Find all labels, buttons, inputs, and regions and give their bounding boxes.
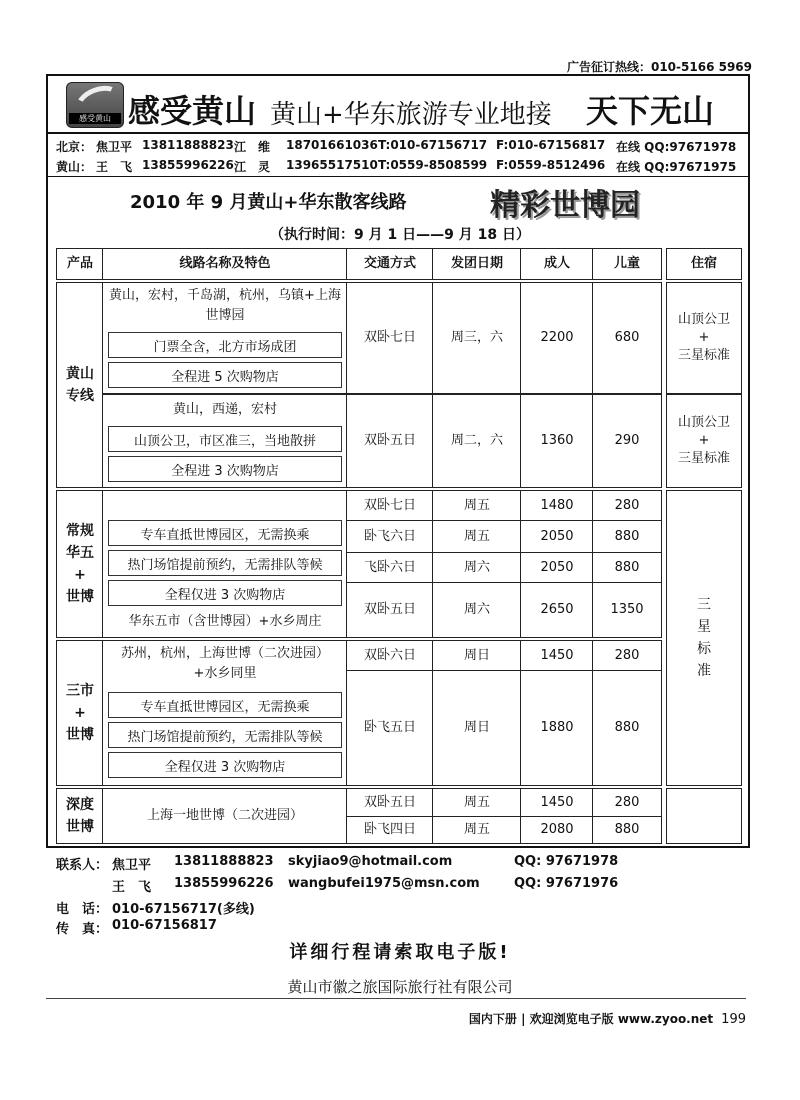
col-header-child: 儿童 xyxy=(592,248,662,280)
lodging-cell: 三 星 标 准 xyxy=(666,490,742,786)
product-cell: 深度 世博 xyxy=(56,788,104,844)
dates-cell: 周五 xyxy=(432,816,522,844)
page-footer xyxy=(469,1010,746,1027)
validity-period: （执行时间：9 月 1 日——9 月 18 日） xyxy=(270,227,530,243)
contact-qq: QQ: 97671976 xyxy=(514,876,619,891)
route-title: 黄山，宏村，千岛湖，杭州，乌镇+上海世博园 xyxy=(109,288,341,323)
route-title: 黄山，西递，宏村 xyxy=(172,402,277,417)
child-price-cell: 680 xyxy=(592,282,662,394)
route-feature: 全程仅进 3 次购物店 xyxy=(108,752,342,778)
header-divider xyxy=(48,132,748,134)
col-header-route: 线路名称及特色 xyxy=(102,248,348,280)
contact-phone: 13811888823 xyxy=(174,854,274,869)
contact-phone: 13855996226 xyxy=(174,876,274,891)
page-number: 199 xyxy=(721,1012,746,1027)
footer-text: 国内下册 | 欢迎浏览电子版 www.zyoo.net xyxy=(468,1012,714,1026)
adult-price-cell: 1360 xyxy=(520,394,594,488)
transport-cell: 飞卧六日 xyxy=(346,552,434,584)
child-price-cell: 880 xyxy=(592,520,662,554)
contact-qq: QQ: 97671978 xyxy=(514,854,619,869)
adult-price-cell: 2200 xyxy=(520,282,594,394)
contact-name: 王 飞 xyxy=(96,160,133,174)
dates-cell: 周五 xyxy=(432,520,522,554)
transport-cell: 卧飞四日 xyxy=(346,816,434,844)
phone-label: 电 话： xyxy=(56,902,109,917)
dates-cell: 周六 xyxy=(432,582,522,638)
adult-price-cell: 2050 xyxy=(520,552,594,584)
adult-price-cell: 1480 xyxy=(520,490,594,522)
child-price-cell: 280 xyxy=(592,490,662,522)
transport-cell: 卧飞六日 xyxy=(346,520,434,554)
col-header-lodging: 住宿 xyxy=(666,248,742,280)
contact-phone: 13965517510 xyxy=(286,158,378,172)
col-header-product: 产品 xyxy=(56,248,104,280)
product-cell: 常规 华五 + 世博 xyxy=(56,490,104,638)
contact-name: 江 灵 xyxy=(234,160,271,174)
route-feature: 专车直抵世博园区，无需换乘 xyxy=(108,520,342,546)
route-title: 上海一地世博（二次进园） xyxy=(102,788,348,844)
contact-fax: F:0559-8512496 xyxy=(496,158,606,172)
brand-subtitle: 黄山+华东旅游专业地接 xyxy=(270,100,552,130)
contact-tel: T:0559-8508599 xyxy=(378,158,488,172)
transport-cell: 双卧五日 xyxy=(346,582,434,638)
child-price-cell: 1350 xyxy=(592,582,662,638)
route-feature: 热门场馆提前预约，无需排队等候 xyxy=(108,722,342,748)
adult-price-cell: 1450 xyxy=(520,788,594,818)
contact-qq: 在线 QQ:97671975 xyxy=(616,160,737,174)
child-price-cell: 280 xyxy=(592,640,662,672)
child-price-cell: 880 xyxy=(592,670,662,786)
adult-price-cell: 2650 xyxy=(520,582,594,638)
dates-cell: 周二，六 xyxy=(432,394,522,488)
contact-city: 北京： xyxy=(56,140,93,154)
ad-hotline: 广告征订热线：010-5166 5969 xyxy=(566,60,752,74)
lodging-cell: 山顶公卫 + 三星标准 xyxy=(666,282,742,394)
contact-phone: 13855996226 xyxy=(142,158,234,172)
expo-banner: 精彩世博园 xyxy=(490,188,640,223)
footer-divider xyxy=(46,998,746,999)
contact-email: skyjiao9@hotmail.com xyxy=(288,854,453,869)
child-price-cell: 280 xyxy=(592,788,662,818)
contact-name: 江 维 xyxy=(234,140,271,154)
contact-tel: T:010-67156717 xyxy=(378,138,488,152)
phone-number: 010-67156717(多线) xyxy=(112,902,255,917)
dates-cell: 周三，六 xyxy=(432,282,522,394)
route-title: 苏州，杭州，上海世博（二次进园） +水乡同里 xyxy=(120,646,329,681)
child-price-cell: 880 xyxy=(592,816,662,844)
child-price-cell: 880 xyxy=(592,552,662,584)
contact-person: 王 飞 xyxy=(112,880,152,895)
lodging-cell-empty xyxy=(666,788,742,844)
product-cell: 黄山 专线 xyxy=(56,282,104,488)
route-title: 华东五市（含世博园）+水乡周庄 xyxy=(128,614,322,629)
fax-number: 010-67156817 xyxy=(112,918,217,933)
adult-price-cell: 2050 xyxy=(520,520,594,554)
logo-text: 感受黄山 xyxy=(69,113,121,124)
transport-cell: 双卧五日 xyxy=(346,788,434,818)
transport-cell: 双卧六日 xyxy=(346,640,434,672)
col-header-transport: 交通方式 xyxy=(346,248,434,280)
adult-price-cell: 2080 xyxy=(520,816,594,844)
contact-city: 黄山： xyxy=(56,160,93,174)
route-feature: 专车直抵世博园区，无需换乘 xyxy=(108,692,342,718)
brand-slogan: 天下无山 xyxy=(586,92,715,130)
contact-fax: F:010-67156817 xyxy=(496,138,606,152)
dates-cell: 周日 xyxy=(432,640,522,672)
contact-name: 焦卫平 xyxy=(96,140,133,154)
route-feature: 全程进 3 次购物店 xyxy=(108,456,342,482)
dates-cell: 周五 xyxy=(432,788,522,818)
fax-label: 传 真： xyxy=(56,922,109,937)
company-name: 黄山市徽之旅国际旅行社有限公司 xyxy=(287,978,513,996)
lodging-cell: 山顶公卫 + 三星标准 xyxy=(666,394,742,488)
contact-label: 联系人： xyxy=(56,858,109,873)
child-price-cell: 290 xyxy=(592,394,662,488)
route-feature: 门票全含，北方市场成团 xyxy=(108,332,342,358)
contact-qq: 在线 QQ:97671978 xyxy=(616,140,737,154)
transport-cell: 卧飞五日 xyxy=(346,670,434,786)
col-header-adult: 成人 xyxy=(520,248,594,280)
contact-person: 焦卫平 xyxy=(112,858,152,873)
col-header-dates: 发团日期 xyxy=(432,248,522,280)
contact-email: wangbufei1975@msn.com xyxy=(288,876,480,891)
route-feature: 热门场馆提前预约，无需排队等候 xyxy=(108,550,342,576)
route-feature: 山顶公卫，市区准三，当地散拼 xyxy=(108,426,342,452)
transport-cell: 双卧五日 xyxy=(346,394,434,488)
brand-name: 感受黄山 xyxy=(128,92,257,130)
contact-phone: 18701661036 xyxy=(286,138,378,152)
adult-price-cell: 1880 xyxy=(520,670,594,786)
dates-cell: 周日 xyxy=(432,670,522,786)
transport-cell: 双卧七日 xyxy=(346,282,434,394)
transport-cell: 双卧七日 xyxy=(346,490,434,522)
company-logo xyxy=(66,82,124,128)
contacts-divider xyxy=(48,176,748,177)
headline: 2010 年 9 月黄山+华东散客线路 xyxy=(130,192,407,213)
dates-cell: 周六 xyxy=(432,552,522,584)
adult-price-cell: 1450 xyxy=(520,640,594,672)
product-cell: 三市 + 世博 xyxy=(56,640,104,786)
route-feature: 全程仅进 3 次购物店 xyxy=(108,580,342,606)
route-feature: 全程进 5 次购物店 xyxy=(108,362,342,388)
dates-cell: 周五 xyxy=(432,490,522,522)
itinerary-note: 详细行程请索取电子版! xyxy=(289,942,511,963)
contact-phone: 13811888823 xyxy=(142,138,234,152)
